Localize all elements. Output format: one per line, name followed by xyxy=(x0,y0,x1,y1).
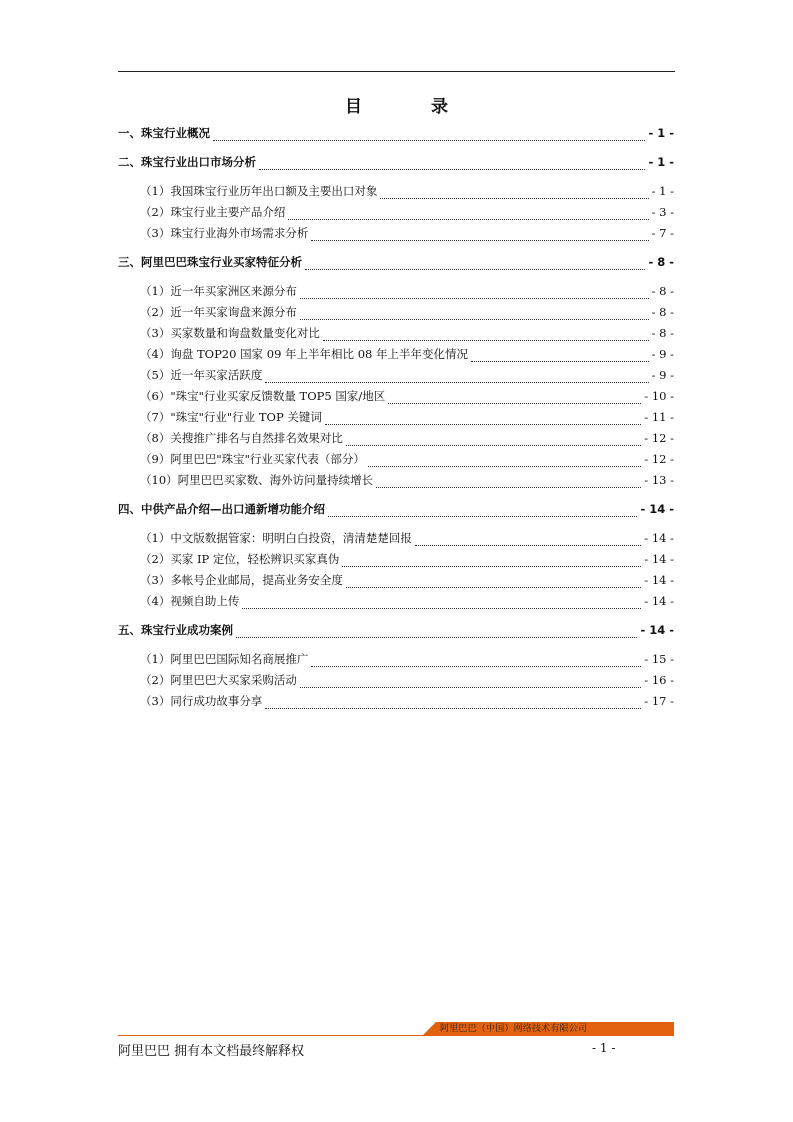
toc-leader-dots xyxy=(471,360,649,362)
toc-subsection[interactable] xyxy=(118,451,674,472)
toc-entry-title: （1）中文版数据管家：明明白白投资，清清楚楚回报 xyxy=(140,531,412,545)
toc-leader-dots xyxy=(300,318,649,320)
toc-entry-title: （3）珠宝行业海外市场需求分析 xyxy=(140,226,309,240)
toc-entry-title: （5）近一年买家活跃度 xyxy=(140,368,263,382)
toc-subsection[interactable] xyxy=(118,204,674,225)
toc-entry-title: （1）阿里巴巴国际知名商展推广 xyxy=(140,652,309,666)
toc-entry-page: - 8 - xyxy=(651,326,674,340)
toc-entry-title: （2）珠宝行业主要产品介绍 xyxy=(140,205,286,219)
toc-entry-title: （7）"珠宝"行业"行业 TOP 关键词 xyxy=(140,410,322,424)
toc-leader-dots xyxy=(236,636,637,638)
toc-section[interactable] xyxy=(118,501,674,522)
toc-entry-title: （3）同行成功故事分享 xyxy=(140,694,263,708)
toc-leader-dots xyxy=(259,168,645,170)
toc-subsection[interactable] xyxy=(118,325,674,346)
toc-leader-dots xyxy=(265,707,641,709)
toc-leader-dots xyxy=(300,686,641,688)
toc-entry-page: - 7 - xyxy=(651,226,674,240)
toc-subsection[interactable] xyxy=(118,283,674,304)
toc-entry-page: - 10 - xyxy=(644,389,674,403)
toc-entry-title: （1）我国珠宝行业历年出口额及主要出口对象 xyxy=(140,184,378,198)
toc-entry-page: - 16 - xyxy=(644,673,674,687)
toc-subsection[interactable] xyxy=(118,430,674,451)
toc-section[interactable] xyxy=(118,125,674,146)
toc-subsection[interactable] xyxy=(118,388,674,409)
toc-leader-dots xyxy=(388,402,641,404)
toc-entry-page: - 11 - xyxy=(644,410,674,424)
toc-entry-page: - 14 - xyxy=(640,502,674,516)
toc-entry-page: - 14 - xyxy=(644,573,674,587)
toc-leader-dots xyxy=(311,239,648,241)
footer-bar-graphic xyxy=(118,1022,674,1036)
table-of-contents xyxy=(118,125,674,714)
toc-leader-dots xyxy=(368,465,641,467)
toc-entry-page: - 17 - xyxy=(644,694,674,708)
toc-entry-title: 四、中供产品介绍—出口通新增功能介绍 xyxy=(118,502,325,516)
toc-section[interactable] xyxy=(118,254,674,275)
toc-entry-page: - 1 - xyxy=(648,155,674,169)
toc-subsection[interactable] xyxy=(118,593,674,614)
toc-entry-page: - 15 - xyxy=(644,652,674,666)
toc-leader-dots xyxy=(288,218,648,220)
toc-leader-dots xyxy=(346,444,641,446)
toc-leader-dots xyxy=(376,486,641,488)
toc-subsection[interactable] xyxy=(118,551,674,572)
toc-entry-title: （6）"珠宝"行业买家反馈数量 TOP5 国家/地区 xyxy=(140,389,386,403)
toc-subsection[interactable] xyxy=(118,572,674,593)
toc-leader-dots xyxy=(323,339,649,341)
toc-entry-page: - 13 - xyxy=(644,473,674,487)
toc-entry-page: - 8 - xyxy=(651,305,674,319)
toc-entry-page: - 8 - xyxy=(648,255,674,269)
toc-entry-title: （9）阿里巴巴"珠宝"行业买家代表（部分） xyxy=(140,452,365,466)
toc-leader-dots xyxy=(415,544,641,546)
toc-entry-title: （3）多帐号企业邮局，提高业务安全度 xyxy=(140,573,343,587)
toc-leader-dots xyxy=(346,586,641,588)
footer-page-number: - 1 - xyxy=(592,1041,616,1055)
header-rule xyxy=(118,71,675,72)
toc-leader-dots xyxy=(305,268,645,270)
toc-leader-dots xyxy=(380,197,648,199)
toc-entry-title: （10）阿里巴巴买家数、海外访问量持续增长 xyxy=(140,473,374,487)
footer-company: 阿里巴巴（中国）网络技术有限公司 xyxy=(440,1024,588,1034)
toc-entry-title: （3）买家数量和询盘数量变化对比 xyxy=(140,326,320,340)
toc-leader-dots xyxy=(342,565,641,567)
toc-entry-title: （2）近一年买家询盘来源分布 xyxy=(140,305,297,319)
toc-subsection[interactable] xyxy=(118,367,674,388)
toc-entry-title: （4）视频自助上传 xyxy=(140,594,240,608)
footer-bar xyxy=(118,1022,674,1036)
toc-leader-dots xyxy=(300,297,649,299)
toc-subsection[interactable] xyxy=(118,409,674,430)
toc-leader-dots xyxy=(265,381,648,383)
toc-entry-title: 五、珠宝行业成功案例 xyxy=(118,623,233,637)
toc-section[interactable] xyxy=(118,154,674,175)
toc-subsection[interactable] xyxy=(118,304,674,325)
toc-subsection[interactable] xyxy=(118,672,674,693)
toc-entry-title: （2）阿里巴巴大买家采购活动 xyxy=(140,673,297,687)
toc-leader-dots xyxy=(213,139,645,141)
toc-entry-page: - 9 - xyxy=(651,368,674,382)
toc-subsection[interactable] xyxy=(118,225,674,246)
toc-entry-page: - 1 - xyxy=(651,184,674,198)
toc-leader-dots xyxy=(325,423,641,425)
toc-subsection[interactable] xyxy=(118,346,674,367)
toc-subsection[interactable] xyxy=(118,651,674,672)
toc-entry-title: （4）询盘 TOP20 国家 09 年上半年相比 08 年上半年变化情况 xyxy=(140,347,468,361)
toc-subsection[interactable] xyxy=(118,472,674,493)
toc-entry-page: - 1 - xyxy=(648,126,674,140)
toc-subsection[interactable] xyxy=(118,183,674,204)
toc-leader-dots xyxy=(328,515,637,517)
toc-entry-page: - 14 - xyxy=(644,531,674,545)
toc-entry-page: - 9 - xyxy=(651,347,674,361)
toc-leader-dots xyxy=(311,665,641,667)
toc-entry-page: - 14 - xyxy=(640,623,674,637)
page-title: 目 录 xyxy=(345,97,474,117)
toc-entry-title: 一、珠宝行业概况 xyxy=(118,126,210,140)
toc-subsection[interactable] xyxy=(118,530,674,551)
toc-section[interactable] xyxy=(118,622,674,643)
toc-subsection[interactable] xyxy=(118,693,674,714)
toc-entry-title: （1）近一年买家洲区来源分布 xyxy=(140,284,297,298)
toc-entry-page: - 3 - xyxy=(651,205,674,219)
toc-leader-dots xyxy=(242,607,641,609)
toc-entry-page: - 14 - xyxy=(644,552,674,566)
footer-copyright: 阿里巴巴 拥有本文档最终解释权 xyxy=(118,1044,305,1059)
toc-entry-title: 三、阿里巴巴珠宝行业买家特征分析 xyxy=(118,255,302,269)
toc-entry-page: - 14 - xyxy=(644,594,674,608)
toc-entry-title: （8）关搜推广排名与自然排名效果对比 xyxy=(140,431,343,445)
toc-entry-page: - 12 - xyxy=(644,431,674,445)
toc-entry-page: - 8 - xyxy=(651,284,674,298)
toc-entry-title: （2）买家 IP 定位，轻松辨识买家真伪 xyxy=(140,552,340,566)
toc-entry-title: 二、珠宝行业出口市场分析 xyxy=(118,155,256,169)
toc-entry-page: - 12 - xyxy=(644,452,674,466)
